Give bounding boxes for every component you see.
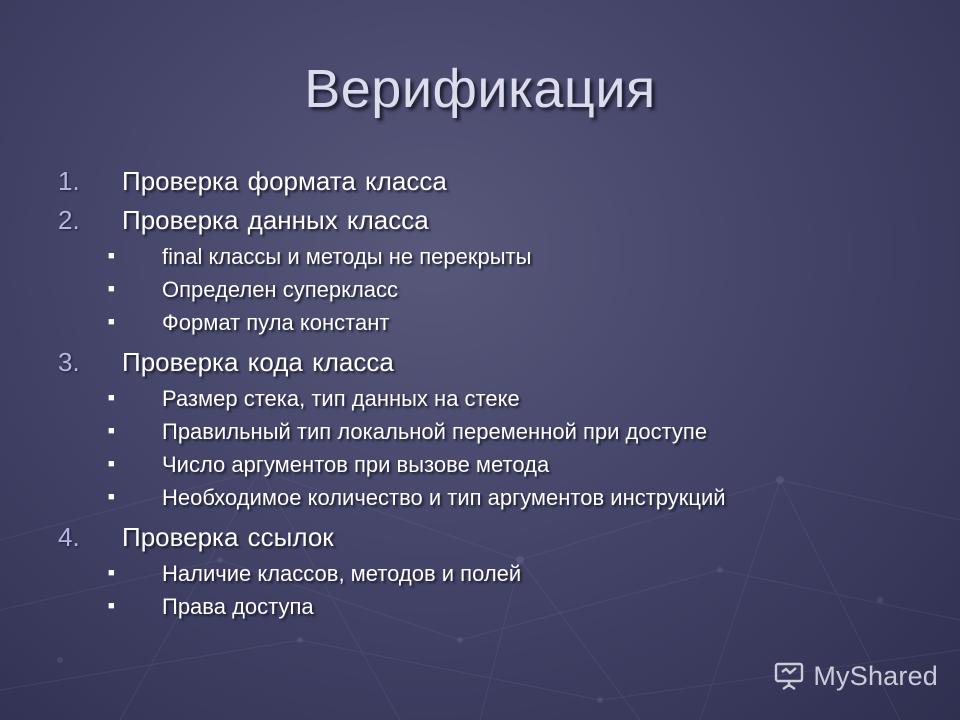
- sub-list-item: [58, 244, 918, 277]
- list-item-number: 1.: [58, 166, 80, 196]
- list-item-number: 4.: [58, 522, 80, 552]
- sub-list-item-text: Определен суперкласс: [162, 277, 399, 302]
- sub-list-item-text: Права доступа: [162, 594, 314, 619]
- slide-title: Верификация: [304, 59, 656, 119]
- list-item-text: Проверка ссылок: [122, 522, 334, 552]
- square-bullet-icon: ■: [108, 600, 115, 612]
- sub-list-item-text: Наличие классов, методов и полей: [162, 561, 522, 586]
- sub-list-item-text: Формат пула констант: [162, 310, 390, 335]
- sub-list-item: [58, 594, 918, 627]
- square-bullet-icon: ■: [108, 567, 115, 579]
- list-item: [58, 522, 918, 561]
- sub-list-item: [58, 485, 918, 518]
- list-item-number: 3.: [58, 347, 80, 377]
- sub-list-item-text: Число аргументов при вызове метода: [162, 452, 550, 477]
- square-bullet-icon: ■: [108, 392, 115, 404]
- square-bullet-icon: ■: [108, 316, 115, 328]
- sub-list-item-text: Размер стека, тип данных на стеке: [162, 386, 520, 411]
- list-item: [58, 347, 918, 386]
- square-bullet-icon: ■: [108, 425, 115, 437]
- sub-list-item-text: Необходимое количество и тип аргументов инструкций: [162, 485, 726, 510]
- presentation-board-icon: [771, 658, 807, 694]
- list-item: [58, 166, 918, 205]
- sub-list-item: [58, 277, 918, 310]
- square-bullet-icon: ■: [108, 283, 115, 295]
- list-item: [58, 205, 918, 244]
- sub-list-item: [58, 310, 918, 343]
- list-item-text: Проверка формата класса: [122, 166, 447, 196]
- slide-content: [58, 166, 918, 631]
- square-bullet-icon: ■: [108, 458, 115, 470]
- sub-list-item: [58, 561, 918, 594]
- sub-list-item-text: Правильный тип локальной переменной при доступе: [162, 419, 708, 444]
- sub-list-item: [58, 386, 918, 419]
- square-bullet-icon: ■: [108, 250, 115, 262]
- list-item-text: Проверка кода класса: [122, 347, 394, 377]
- list-item-text: Проверка данных класса: [122, 205, 429, 235]
- watermark: [771, 658, 938, 694]
- watermark-text: MyShared: [813, 660, 938, 691]
- square-bullet-icon: ■: [108, 491, 115, 503]
- list-item-number: 2.: [58, 205, 80, 235]
- sub-list-item-text: final классы и методы не перекрыты: [162, 244, 532, 269]
- sub-list-item: [58, 419, 918, 452]
- sub-list-item: [58, 452, 918, 485]
